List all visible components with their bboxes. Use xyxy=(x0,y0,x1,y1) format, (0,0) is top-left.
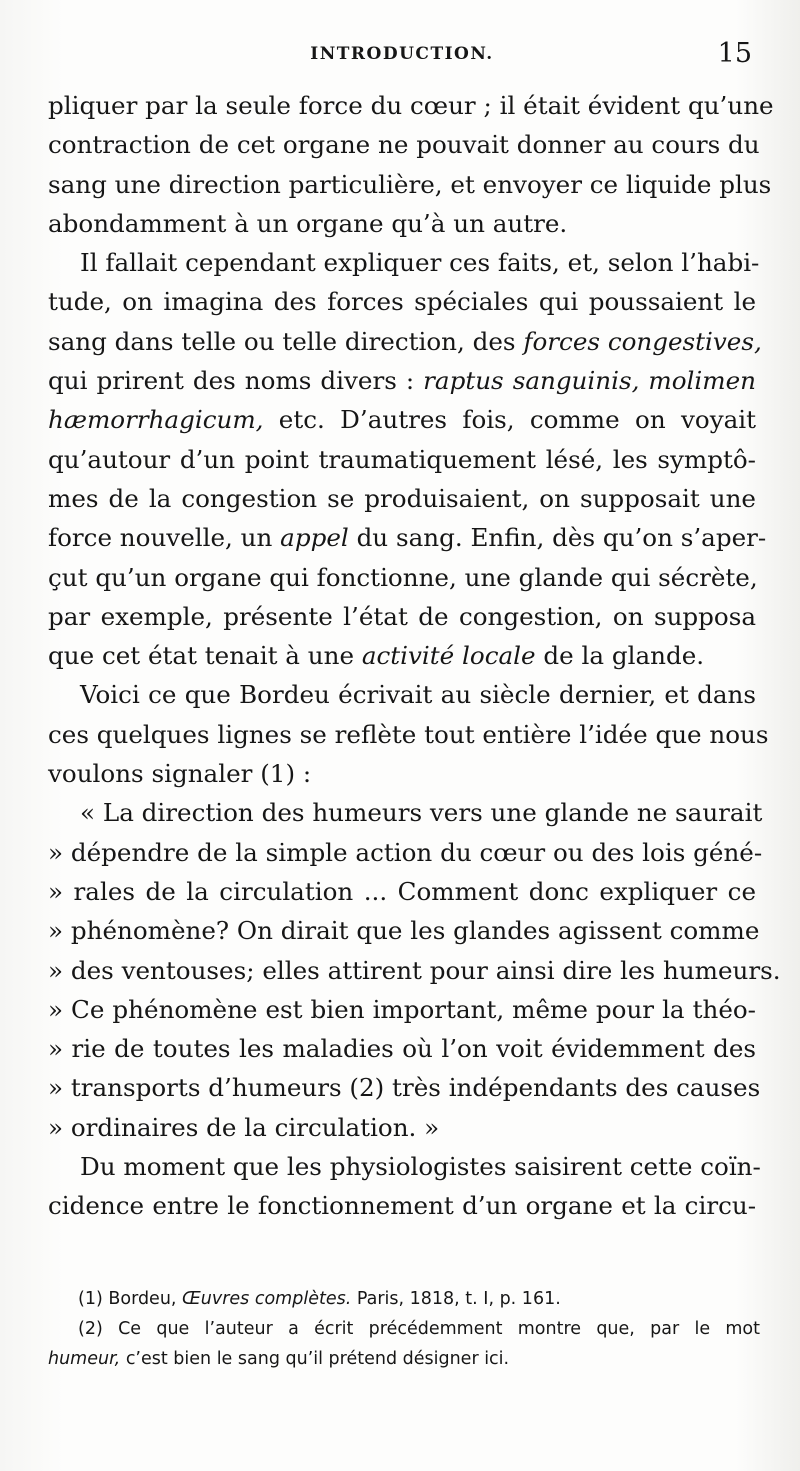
text-line xyxy=(48,400,756,439)
text-line: cidence entre le fonctionnement d’un organe et la circu- xyxy=(48,1191,756,1221)
quote-line: » des ventouses; elles attirent pour ainsi dire les humeurs. xyxy=(48,955,781,985)
quote-line: » Ce phénomène est bien important, même pour la théo- xyxy=(48,994,756,1024)
text-span: c’est bien le sang qu’il prétend désigner ici. xyxy=(120,1349,510,1369)
main-text xyxy=(48,86,781,1226)
text-line xyxy=(48,361,756,400)
footnotes xyxy=(48,1284,760,1374)
text-span: etc. D’autres fois, comme on voyait xyxy=(263,405,756,435)
italic-term: Œuvres complètes. xyxy=(182,1289,352,1309)
text-span: de la glande. xyxy=(535,641,705,671)
text-line: contraction de cet organe ne pouvait donner au cours du xyxy=(48,130,760,160)
text-line xyxy=(48,518,767,557)
text-span: que cet état tenait à une xyxy=(48,641,362,671)
italic-term: raptus sanguinis, molimen xyxy=(423,366,756,396)
footnote-1 xyxy=(48,1284,760,1314)
running-title: INTRODUCTION. xyxy=(310,44,494,64)
text-span: du sang. Enfin, dès qu’on s’aper- xyxy=(348,523,767,553)
text-line: tude, on imagina des forces spéciales qui poussaient le xyxy=(48,287,756,317)
text-span: Paris, 1818, t. I, p. 161. xyxy=(351,1289,561,1309)
text-line: sang une direction particulière, et envoyer ce liquide plus xyxy=(48,169,772,199)
text-span: qui prirent des noms divers : xyxy=(48,366,424,396)
italic-term: hæmorrhagicum, xyxy=(48,405,264,435)
text-span: sang dans telle ou telle direction, des xyxy=(48,326,524,356)
page-header xyxy=(46,38,758,78)
quote-line: « La direction des humeurs vers une glande ne saurait xyxy=(80,798,763,828)
footnote-2: (2) Ce que l’auteur a écrit précédemment montre que, par le mot xyxy=(78,1319,760,1339)
quote-line: » phénomène? On dirait que les glandes agissent comme xyxy=(48,916,760,946)
text-line: pliquer par la seule force du cœur ; il était évident qu’une xyxy=(48,91,774,120)
text-line: abondamment à un organe qu’à un autre. xyxy=(48,208,568,238)
footnote-2-continued xyxy=(48,1344,760,1374)
quote-line: » rales de la circulation ... Comment donc expliquer ce xyxy=(48,876,756,906)
text-line: qu’autour d’un point traumatiquement lésé, les symptô- xyxy=(48,444,756,474)
text-line: çut qu’un organe qui fonctionne, une glande qui sécrète, xyxy=(48,562,758,592)
text-line: voulons signaler (1) : xyxy=(48,759,312,789)
text-line: mes de la congestion se produisaient, on supposait une xyxy=(48,483,756,513)
paragraph-start-line: Il fallait cependant expliquer ces faits, et, selon l’habi- xyxy=(80,248,760,278)
quote-line: » rie de toutes les maladies où l’on voit évidemment des xyxy=(48,1034,756,1064)
text-line: par exemple, présente l’état de congestion, on supposa xyxy=(48,601,756,631)
italic-term: activité locale xyxy=(361,641,536,671)
paragraph-start-line: Voici ce que Bordeu écrivait au siècle dernier, et dans xyxy=(80,680,756,710)
quote-line: » transports d’humeurs (2) très indépendants des causes xyxy=(48,1073,761,1103)
text-line xyxy=(48,322,762,361)
quote-line: » dépendre de la simple action du cœur ou des lois géné- xyxy=(48,837,763,867)
text-line xyxy=(48,636,756,675)
text-line: ces quelques lignes se reflète tout entière l’idée que nous xyxy=(48,719,769,749)
italic-term: forces congestives, xyxy=(523,326,762,356)
quote-line: » ordinaires de la circulation. » xyxy=(48,1112,440,1142)
italic-term: humeur, xyxy=(48,1349,121,1369)
page-number: 15 xyxy=(717,38,752,69)
italic-term: appel xyxy=(280,523,349,553)
paragraph-start-line: Du moment que les physiologistes saisirent cette coïn- xyxy=(80,1152,761,1182)
text-span: force nouvelle, un xyxy=(48,523,281,553)
text-span: (1) Bordeu, xyxy=(78,1289,183,1309)
